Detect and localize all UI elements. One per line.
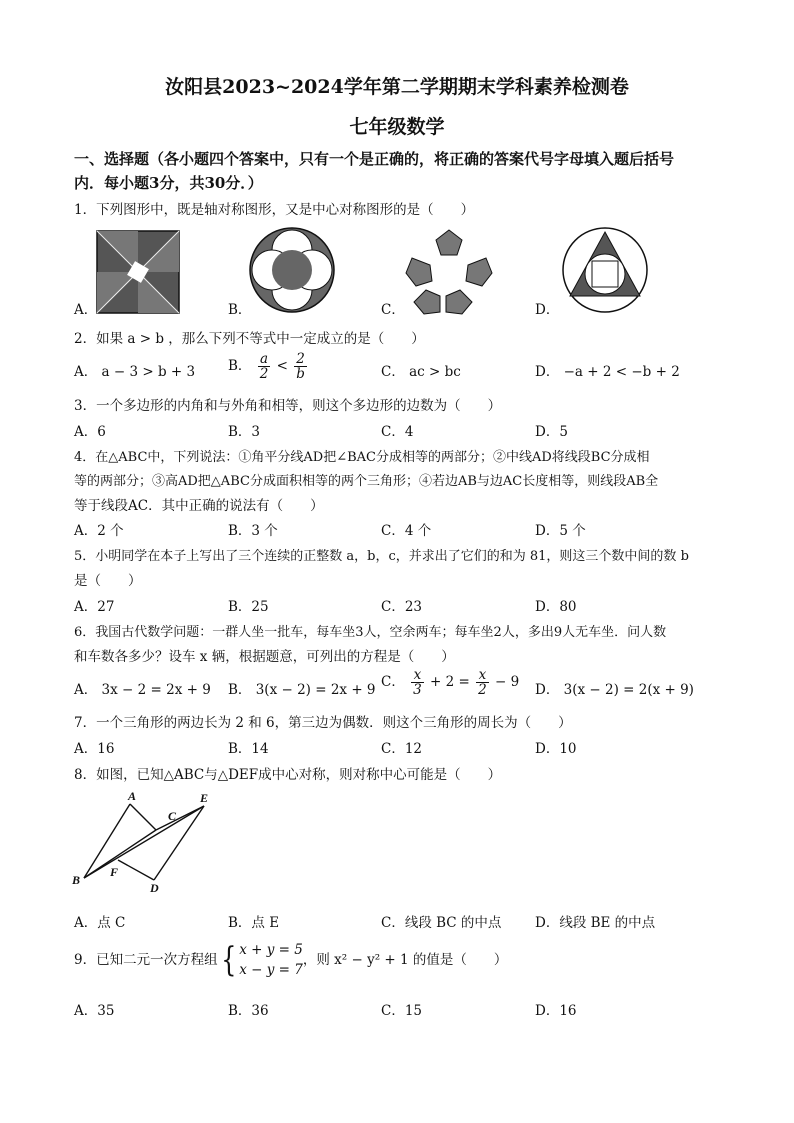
q3-option-a[interactable]: A．6 (74, 424, 106, 440)
q6-option-b[interactable]: B． 3(x − 2) = 2x + 9 (228, 682, 376, 698)
q4-option-b[interactable]: B．3 个 (228, 523, 278, 539)
q2-option-b[interactable] (228, 352, 309, 381)
q9-equation-2: x − y = 7 (239, 962, 303, 979)
question-6-line2: 和车数各多少？设车 x 辆，根据题意，可列出的方程是（ ） (74, 649, 455, 665)
q7-option-d[interactable]: D．10 (535, 741, 577, 757)
q9-option-b[interactable]: B．36 (228, 1003, 269, 1019)
q8-option-b[interactable]: B．点 E (228, 915, 280, 931)
question-8-text: 8．如图，已知△ABC与△DEF成中心对称，则对称中心可能是（ ） (74, 767, 502, 783)
q6-c-fraction-right: $\frac{x}{2}$ (478, 667, 487, 699)
figure-d-circle-triangle (560, 226, 650, 314)
q9-equation-1: x + y = 5 (239, 942, 303, 958)
q1-option-b[interactable]: B． (228, 302, 252, 318)
q8-option-a[interactable]: A．点 C (74, 915, 126, 931)
section-heading-line2: 内．每小题3分，共30分．） (74, 174, 263, 192)
section-heading-line1: 一、选择题（各小题四个答案中，只有一个是正确的，将正确的答案代号字母填入题后括号 (74, 150, 675, 168)
figure-c-pentagon-ring (404, 228, 494, 314)
q8-option-c[interactable]: C．线段 BC 的中点 (381, 915, 502, 931)
q6-c-mid: + 2 = (430, 674, 470, 691)
q9-equation-system (239, 940, 303, 981)
exam-subtitle: 七年级数学 (349, 116, 445, 138)
q4-option-d[interactable]: D．5 个 (535, 523, 586, 539)
figure-a-square-pinwheel (96, 230, 180, 314)
question-7-text: 7．一个三角形的两边长为 2 和 6，第三边为偶数．则这个三角形的周长为（ ） (74, 715, 572, 731)
figure-label-e: E (200, 791, 209, 805)
q6-option-d[interactable]: D． 3(x − 2) = 2(x + 9) (535, 682, 694, 698)
question-4-line3: 等于线段AC．其中正确的说法有（ ） (74, 498, 324, 514)
q3-option-c[interactable]: C．4 (381, 424, 414, 440)
q9-prefix: 9．已知二元一次方程组 (74, 951, 218, 968)
q6-option-a[interactable]: A． 3x − 2 = 2x + 9 (74, 682, 211, 698)
exam-title: 汝阳县2023~2024学年第二学期期末学科素养检测卷 (165, 76, 629, 98)
figure-label-a: A (128, 789, 137, 803)
question-9-text (74, 940, 507, 981)
q6-option-c-label: C． (381, 674, 405, 691)
q7-option-c[interactable]: C．12 (381, 741, 423, 757)
q7-option-b[interactable]: B．14 (228, 741, 269, 757)
q5-option-c[interactable]: C．23 (381, 599, 423, 615)
question-2-text: 2．如果 a > b ，那么下列不等式中一定成立的是（ ） (74, 331, 425, 347)
q8-option-d[interactable]: D．线段 BE 的中点 (535, 915, 656, 931)
q8-parallelogram-figure (70, 789, 220, 895)
question-4-line1: 4．在△ABC中，下列说法：①角平分线AD把∠BAC分成相等的两部分；②中线AD将线段BC分成相 (74, 450, 650, 465)
brace-icon: { (220, 940, 236, 981)
q3-option-b[interactable]: B．3 (228, 424, 261, 440)
q2-option-c[interactable]: C． ac > bc (381, 364, 461, 380)
question-4-line2: 等的两部分；③高AD把△ABC分成面积相等的两个三角形；④若边AB与边AC长度相等，则线段AB全 (74, 474, 659, 489)
q2-option-b-label: B． (228, 358, 252, 375)
figure-label-c: C (168, 809, 177, 823)
q4-option-a[interactable]: A．2 个 (74, 523, 124, 539)
figure-label-d: D (150, 881, 159, 895)
q2-b-relation: < (276, 358, 288, 375)
question-1-text: 1．下列图形中，既是轴对称图形，又是中心对称图形的是（ ） (74, 202, 475, 218)
q9-option-a[interactable]: A．35 (74, 1003, 115, 1019)
q4-option-c[interactable]: C．4 个 (381, 523, 432, 539)
q7-option-a[interactable]: A．16 (74, 741, 115, 757)
q6-c-fraction-left: $\frac{x}{3}$ (413, 667, 422, 699)
q5-option-b[interactable]: B．25 (228, 599, 269, 615)
q2-b-fraction-2: $\frac{2}{b}$ (296, 351, 305, 383)
q2-b-fraction-1: $\frac{a}{2}$ (259, 351, 269, 383)
question-6-line1: 6．我国古代数学问题：一群人坐一批车，每车坐3人，空余两车；每车坐2人，多出9人无车坐．问人数 (74, 625, 667, 640)
q2-option-a[interactable]: A． a − 3 > b + 3 (74, 364, 196, 380)
q9-suffix: ，则 x² − y² + 1 的值是（ ） (302, 951, 508, 968)
q5-option-d[interactable]: D．80 (535, 599, 577, 615)
q1-option-d[interactable]: D． (535, 302, 560, 318)
q6-option-c[interactable] (381, 668, 519, 697)
figure-b-circle-petals (248, 226, 336, 314)
question-3-text: 3．一个多边形的内角和与外角和相等，则这个多边形的边数为（ ） (74, 398, 502, 414)
q6-c-tail: − 9 (495, 674, 520, 691)
q5-option-a[interactable]: A．27 (74, 599, 115, 615)
q9-option-c[interactable]: C．15 (381, 1003, 423, 1019)
figure-label-f: F (110, 865, 119, 879)
figure-label-b: B (72, 873, 81, 887)
question-5-line2: 是（ ） (74, 573, 142, 589)
question-5-line1: 5．小明同学在本子上写出了三个连续的正整数 a，b，c，并求出了它们的和为 81，则这三个数中间的数 b (74, 549, 689, 564)
q1-option-c[interactable]: C． (381, 302, 405, 318)
q3-option-d[interactable]: D．5 (535, 424, 568, 440)
q2-option-d[interactable]: D． −a + 2 < −b + 2 (535, 364, 680, 380)
q9-option-d[interactable]: D．16 (535, 1003, 577, 1019)
q1-option-a[interactable]: A． (74, 302, 98, 318)
